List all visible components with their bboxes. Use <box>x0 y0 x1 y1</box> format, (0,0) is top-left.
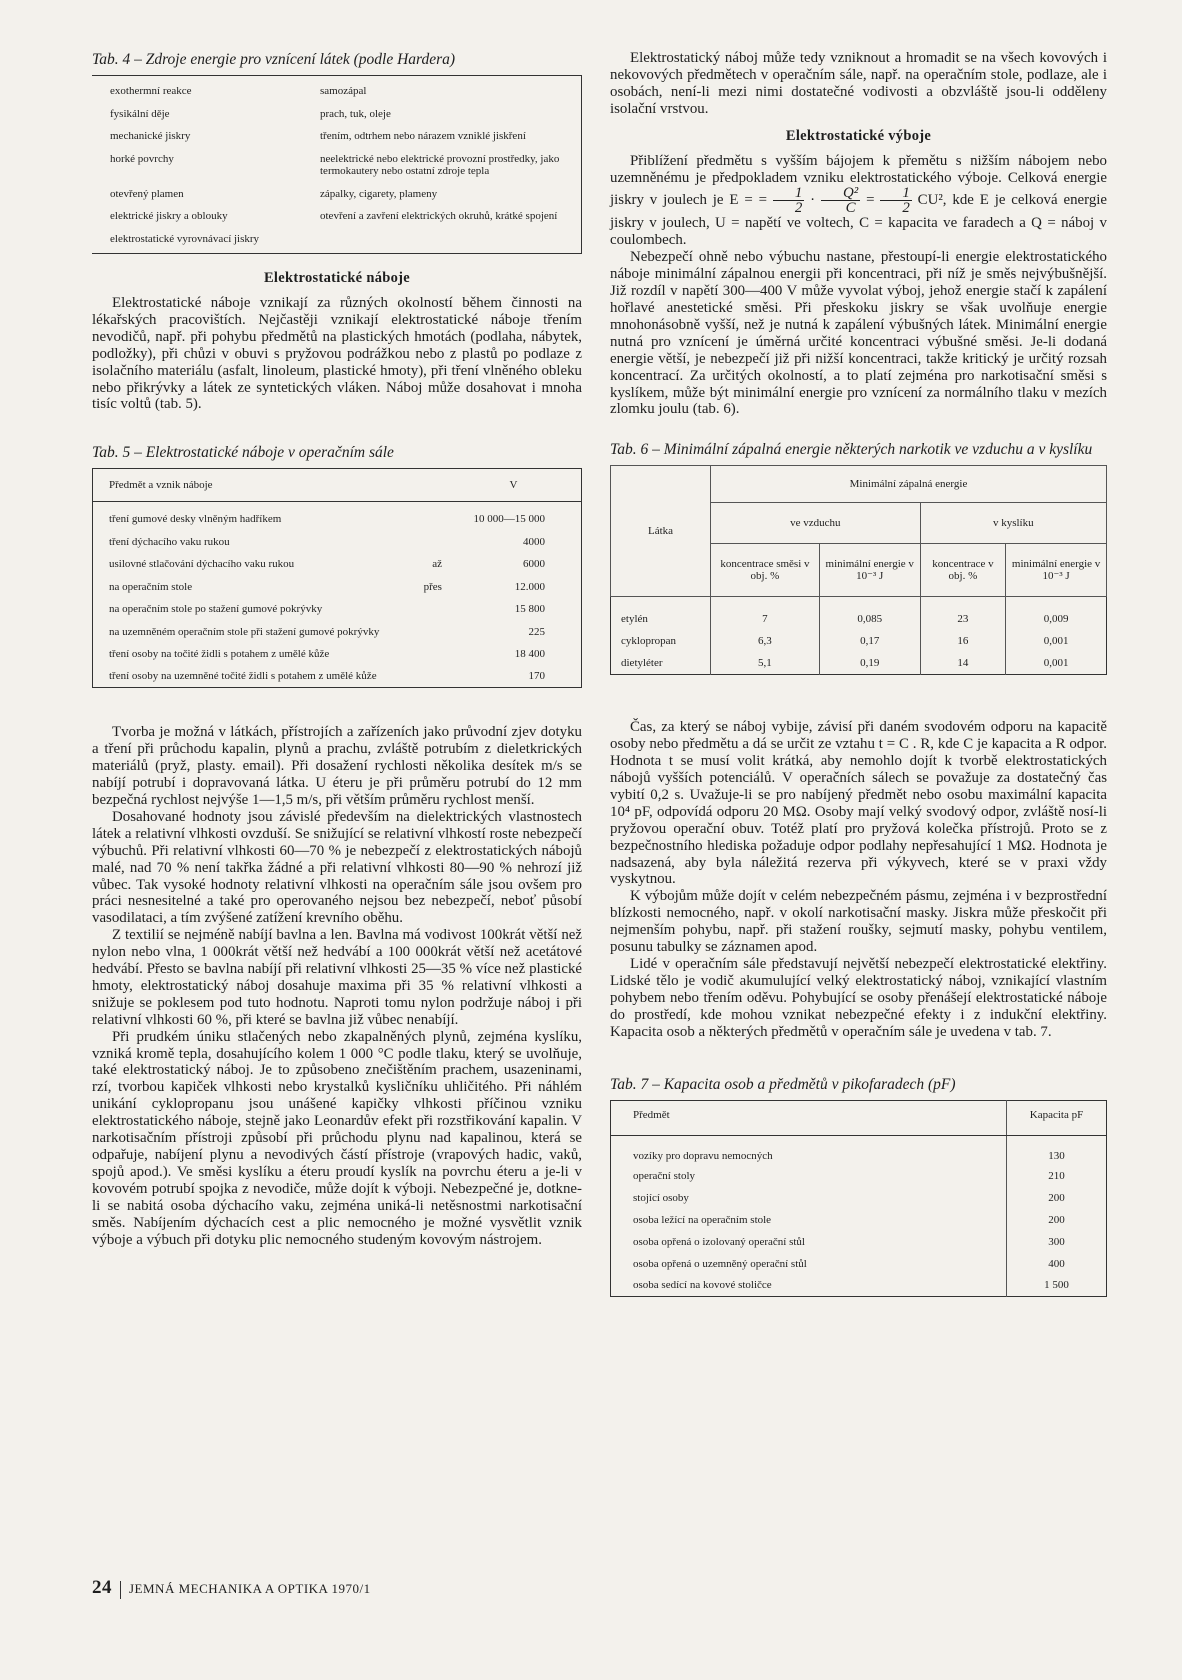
table-cell: 18 400 <box>514 648 545 661</box>
table-cell: na operačním stole <box>109 580 193 593</box>
table-cell <box>406 502 446 531</box>
tab6-header-air: ve vzduchu <box>711 503 921 544</box>
table-cell: 7 <box>711 597 820 631</box>
table-row <box>110 210 577 223</box>
table-cell <box>406 620 446 643</box>
table-cell: horké povrchy <box>110 152 174 165</box>
fraction: $\frac{\text{Q²}}{C}$ <box>821 186 860 215</box>
table-cell: 170 <box>528 670 545 683</box>
page-footer <box>92 1577 371 1599</box>
heading-electrostatic-charges: Elektrostatické náboje <box>263 270 411 286</box>
tab6-header-o2: v kyslíku <box>920 503 1106 544</box>
page-number: 24 <box>92 1577 112 1598</box>
table-row <box>611 1253 1107 1275</box>
table-cell: 0,17 <box>819 630 920 652</box>
table-cell: 300 <box>1007 1231 1107 1253</box>
table-cell: 130 <box>1007 1135 1107 1165</box>
table-cell: osoba opřená o izolovaný operační stůl <box>633 1235 805 1248</box>
table-row <box>93 665 582 688</box>
table-row <box>93 553 582 576</box>
table-cell: vozíky pro dopravu nemocných <box>633 1149 773 1162</box>
tab5-header-item: Předmět a vznik náboje <box>93 469 446 502</box>
table-row <box>110 233 577 246</box>
table-cell: 12.000 <box>514 580 545 593</box>
table-cell: tření osoby na točité židli s potahem z umělé kůže <box>109 648 330 661</box>
table-cell: 14 <box>920 652 1006 675</box>
table-cell <box>320 233 577 246</box>
table-cell: osoba ležící na operačním stole <box>633 1213 772 1226</box>
table-cell: elektrostatické vyrovnávací jiskry <box>110 232 260 245</box>
table-cell: tření gumové desky vlněným hadříkem <box>109 513 282 526</box>
table-cell: 400 <box>1007 1253 1107 1275</box>
paragraph: K výbojům může dojít v celém nebezpečném pásmu, zejména i v bezprostřední blízkosti nemocného, např. v okolí narkotisační masky. Jiskra může přeskočit při nejmenším pohybu, např. při stažení roušky, sejmutí masky, pohybu ventilem, posunu tabulky se záznamen apod. <box>610 888 1107 956</box>
table-row <box>611 597 1107 631</box>
table-cell: na uzemněném operačním stole při stažení gumové pokrývky <box>109 625 380 638</box>
table-cell: otevření a zavření elektrických okruhů, krátké spojení <box>320 210 558 222</box>
table-cell: 10 000—15 000 <box>473 513 545 526</box>
table-cell: 23 <box>920 597 1006 631</box>
table-cell <box>406 643 446 666</box>
table-row <box>93 575 582 598</box>
tab5-table <box>92 468 582 688</box>
table-row <box>611 630 1107 652</box>
paragraph-formula: Přiblížení předmětu s vyšším bájojem k přemětu s nižším nábojem nebo uzemněnému je předpokladem vzniku elektrostatického výboje. Celková energie jiskry v joulech je E = = $\frac{1}{2}$ · $\frac{\text{Q²}}{C}$ = $\frac{1}{2}$ CU², kde E je celková energie jiskry v joulech, U = napětí ve voltech, C = kapacita ve faradech a Q = náboj v coulombech. <box>610 152 1108 249</box>
table-row <box>611 1165 1107 1187</box>
table-cell: 16 <box>920 630 1006 652</box>
fraction: $\frac{1}{2}$ <box>880 186 911 215</box>
paragraph: Elektrostatické náboje vznikají za různých okolností během činnosti na lékařských pracovištích. Nejčastěji vznikají elektrostatické náboje třením nevodičů, např. při pohybu předmětů na plastických hmotách (podlaha, nábytek, podložky), při chůzi v obuvi s pryžovou podrážkou nebo z plastů po podlaze z isolačního materiálu (asfalt, linoleum, plastické hmoty), při tření vlněného obleku nebo přikrývky a látek ze syntetických vláken. Náboj může dosahovat i mnoha tisíc voltů (tab. 5). <box>92 295 582 413</box>
tab7-table <box>610 1100 1107 1298</box>
table-cell: usilovné stlačování dýchacího vaku rukou <box>109 558 295 571</box>
table-cell: 0,001 <box>1006 630 1107 652</box>
paragraph: Lidé v operačním sále představují největší nebezpečí elektrostatické elektřiny. Lidské tělo je vodič akumulující velký elektrostatický náboj, vznikající vlastním pohybem nebo třením oděvu. Pohybující se osoby přenášejí elektrostatické náboje do prostředí, kde mohou vznikat nebezpečné efekty i z indukční elektřiny. Kapacita osob a některých předmětů v operačním sále je uvedena v tab. 7. <box>610 956 1107 1040</box>
tab4-table <box>92 75 582 254</box>
table-cell <box>406 665 446 688</box>
fraction: $\frac{1}{2}$ <box>773 186 804 215</box>
table-cell: zápalky, cigarety, plameny <box>320 187 438 200</box>
tab6-header-conc-air: koncentrace směsi v obj. % <box>711 544 820 597</box>
table-row <box>110 85 577 98</box>
tab7-header-k: Kapacita pF <box>1007 1100 1107 1135</box>
table-row <box>611 1275 1107 1297</box>
table-cell: 1 500 <box>1007 1275 1107 1297</box>
table-cell: tření dýchacího vaku rukou <box>109 535 230 548</box>
heading-electrostatic-discharges: Elektrostatické výboje <box>785 127 932 144</box>
paragraph: Elektrostatický náboj může tedy vzniknout a hromadit se na všech kovových i nekovových předmětech v operačním sále, např. na operačním stole, podlaze, ale i osobách, není-li mezi nimi dostatečné vodivosti a obzvláště jsou-li odděleny isolační vrstvou. <box>610 50 1107 117</box>
tab6-header-en-air: minimální energie v 10⁻³ J <box>819 544 920 597</box>
table-cell: samozápal <box>320 85 367 97</box>
tab4-caption: Tab. 4 – Zdroje energie pro vznícení látek (podle Hardera) <box>92 51 456 68</box>
table-cell <box>406 530 446 553</box>
table-cell: 0,009 <box>1006 597 1107 631</box>
table-cell: 200 <box>1007 1209 1107 1231</box>
table-row <box>93 598 582 621</box>
right-column <box>610 50 1107 1297</box>
tab5-header-v: V <box>446 469 582 502</box>
tab7-header-item: Předmět <box>611 1100 1007 1135</box>
table-cell: elektrické jiskry a oblouky <box>110 210 228 222</box>
table-row <box>611 652 1107 675</box>
table-cell: otevřený plamen <box>110 187 184 200</box>
table-cell: operační stoly <box>633 1169 696 1182</box>
table-row <box>611 1135 1107 1165</box>
table-cell: 225 <box>528 625 545 638</box>
tab6-header-conc-o2: koncentrace v obj. % <box>920 544 1006 597</box>
table-cell: 5,1 <box>711 652 820 675</box>
table-cell: 6,3 <box>711 630 820 652</box>
table-row <box>93 620 582 643</box>
table-cell: 0,001 <box>1006 652 1107 675</box>
table-cell: na operačním stole po stažení gumové pokrývky <box>109 603 323 616</box>
paragraph: Čas, za který se náboj vybije, závisí při daném svodovém odporu na kapacitě osoby nebo předmětu a dá se určit ze vztahu t = C . R, kde C je kapacita a R odpor. Hodnota t se musí volit krátká, aby nemohlo dojít k tvorbě elektrostatických nábojů vyšších potenciálů. V operačních sálech se považuje za dostatečný čas vybití 0,2 s. Uvažuje-li se pro nabíjený předmět nebo osobu maximální kapacita 10⁴ pF, odpovídá odporu 20 MΩ. Osoby mají velký svodový odpor, zvláště nosí-li pryžovou operační obuv. Totéž platí pro pryžová kolečka přístrojů. Proto se z bezpečnostního hlediska požaduje odpor podlahy nepřesahující 1 MΩ. Hodnota je nadsazená, aby byla náležitá rezerva při výkyvech, které se v praxi vždy vyskytnou. <box>610 719 1107 888</box>
tab6-header-top: Minimální zápalná energie <box>711 466 1107 503</box>
table-cell: přes <box>423 580 442 593</box>
table-cell: osoba sedící na kovové stoličce <box>633 1279 772 1292</box>
paragraph: Při prudkém úniku stlačených nebo zkapalněných plynů, zejména kyslíku, vzniká kromě tepla, dosahujícího kolem 1 000 °C podle tlaku, který se uvolňuje, také elektrostatický náboj. Je to způsobeno znečištěním prachem, usazeninami, rzí, tvorbou kapiček vlhkosti nebo krystalků kysličníku uhličitého. Při náhlém unikání cyklopropanu jsou unášené kapičky vlhkosti příčinou vzniku elektrostatického náboje, stejně jako Leonardův efekt při rozstřikování kapalin. V narkotisačním přístroji způsobí při průchodu plynu nad kapalinou, která se odpařuje, nabíjení plynu a nevodivých částí přístroje (vrapových hadic, vaků, spojů apod.). Ve směsi kyslíku a éteru proudí kyslík na povrchu éteru a je-li v kovovém potrubí spojka z nevodiče, může dojít k výboji. Nebezpečné je, dotkne-li se nabitá osoba dýchacího vaku, zejména uniká-li netěsnostmi narkotisační směs. Nabíjením dýchacích cest a plic nemocného je možné vysvětlit vznik výboje a výbuch při dotyku plic nemocného studeným kovovým nástrojem. <box>92 1028 582 1248</box>
table-row <box>93 530 582 553</box>
table-cell: 200 <box>1007 1187 1107 1209</box>
table-cell: fysikální děje <box>110 107 170 120</box>
table-cell: stojící osoby <box>633 1191 689 1204</box>
table-cell: 210 <box>1007 1165 1107 1187</box>
paragraph: Tvorba je možná v látkách, přístrojích a zařízeních jako průvodní zjev dotyku a tření při průchodu kapalin, plynů a prachu, zvláště potrubím z dieletkrických materiálů (pryž, plasty. email). Při dosažení rychlosti několika desítek m/s se nabíjí potrubí i dopravovaná látka. U éteru je při průměru potrubí do 12 mm bezpečná rychlost nejvýše 1—1,5 m/s, při větším průměru rychlost menší. <box>92 724 582 808</box>
table-cell: tření osoby na uzemněné točité židli s potahem z umělé kůže <box>109 670 377 683</box>
tab6-header-latka: Látka <box>611 466 711 597</box>
paragraph: Z textilií se nejméně nabíjí bavlna a len. Bavlna má vodivost 100krát větší než nylon nebo vlna, 1 000krát větší než hedvábí a 100 000krát větší než acetátové hedvábí. Přesto se bavlna nabíjí při relativní vlhkosti 25—35 % více než plastické hmoty, elektrostatický náboj dosahuje maxima při 35 % relativní vlhkosti a snižuje se poklesem pod tuto hodnotu. Naproti tomu nylon podržuje náboj i při relativní vlhkosti 60 %, při které se bavlna již vůbec nenabíjí. <box>92 927 582 1028</box>
table-cell: exothermní reakce <box>110 85 192 97</box>
table-row <box>110 153 577 178</box>
table-row <box>93 643 582 666</box>
table-cell: etylén <box>611 597 711 631</box>
table-cell: 6000 <box>523 558 545 571</box>
table-row <box>611 1231 1107 1253</box>
table-cell: dietyléter <box>621 657 663 670</box>
table-row <box>110 108 577 121</box>
table-cell: 4000 <box>523 535 545 548</box>
table-row <box>110 188 577 201</box>
tab6-caption: Tab. 6 – Minimální zápalná energie některých narkotik ve vzduchu a v kyslíku <box>610 441 1093 459</box>
paragraph: Dosahované hodnoty jsou závislé především na dielektrických vlastnostech látek a relativní vlhkosti ovzduší. Se snižující se relativní vlhkostí roste nebezpečí výbuchů. Při relativní vlhkosti 60—70 % je nebezpečí z elektrostatických nábojů malé, nad 70 % není takřka žádné a při relativní vlhkosti 80—90 % nehrozí již vůbec. Tak vysoké hodnoty relativní vlhkosti na operačním sále jsou ovšem pro práci nesnesitelné a také pro operovaného nejsou bez nebezpečí, neboť působí vasodilataci, a tím zvýšené zatížení krevního oběhu. <box>92 808 582 927</box>
left-column <box>92 50 582 1248</box>
tab6-header-en-o2: minimální energie v 10⁻³ J <box>1006 544 1107 597</box>
table-cell: prach, tuk, oleje <box>320 107 391 120</box>
tab6-table <box>610 465 1107 675</box>
table-cell <box>406 598 446 621</box>
table-cell: mechanické jiskry <box>110 130 191 142</box>
table-row <box>93 502 582 531</box>
tab5-caption: Tab. 5 – Elektrostatické náboje v operačním sále <box>92 444 394 462</box>
table-cell: neelektrické nebo elektrické provozní prostředky, jako termokautery nebo ostatní zdroje tepla <box>320 152 560 177</box>
table-cell: osoba opřená o uzemněný operační stůl <box>633 1257 807 1270</box>
table-row <box>611 1187 1107 1209</box>
paragraph: Nebezpečí ohně nebo výbuchu nastane, přestoupí-li energie elektrostatického náboje minimální zápalnou energii při koncentraci, při níž je směs nejvýbušnější. Již rozdíl v napětí 300—400 V může vyvolat výboj, jehož energie stačí k zapálení hořlavé anestetické směsi. Při přeskoku jiskry se však uvolňuje energie mnohonásobně vyšší, než je nutná k zapálení výbušných látek. Minimální energie nutná pro vznícení je úměrná určité koncentraci výbušné směsi. Je-li dodaná energie větší, je nebezpečí již při nižší koncentraci, takže kritický je určitý rozsah koncentrací. Za určitých okolností, a to platí zejména pro narkotisační směsi s kyslíkem, může být minimální energie pro vznícení za normálního tlaku v mezích zlomku joulu (tab. 6). <box>610 249 1107 418</box>
tab7-caption: Tab. 7 – Kapacita osob a předmětů v pikofaradech (pF) <box>610 1075 956 1093</box>
table-cell: až <box>432 558 442 571</box>
divider <box>120 1581 121 1599</box>
journal-name: JEMNÁ MECHANIKA A OPTIKA 1970/1 <box>129 1581 371 1596</box>
table-row <box>110 130 577 143</box>
table-row <box>611 1209 1107 1231</box>
table-cell: 0,085 <box>819 597 920 631</box>
table-cell: 0,19 <box>819 652 920 675</box>
table-cell: cyklopropan <box>621 635 676 648</box>
table-cell: 15 800 <box>514 603 545 616</box>
table-cell: třením, odtrhem nebo nárazem vzniklé jiskření <box>320 130 526 142</box>
